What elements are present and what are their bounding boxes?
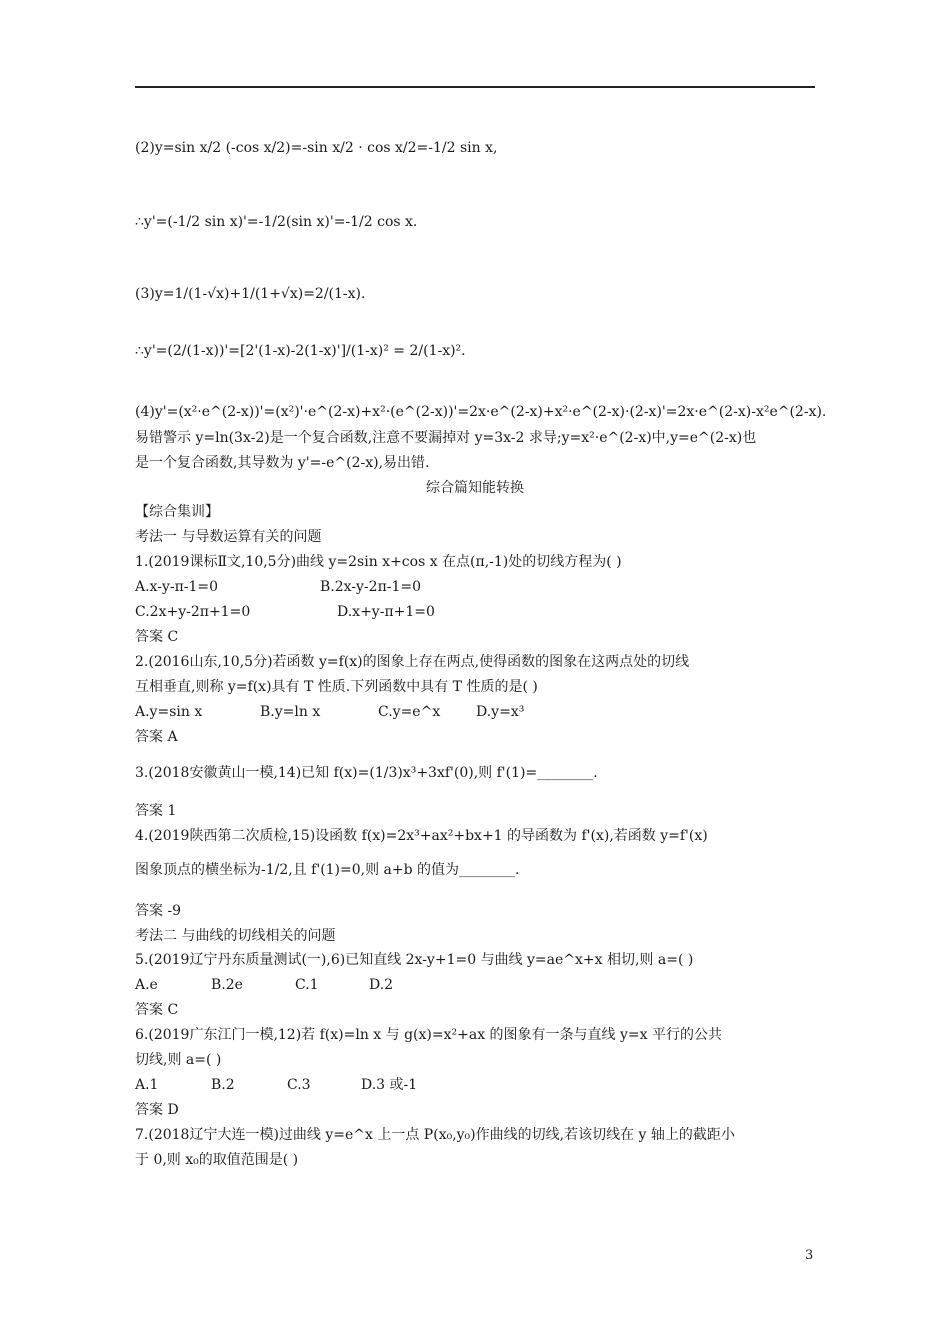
line-4: (4)y'=(x²·e^(2-x))'=(x²)'·e^(2-x)+x²·(e^(2-x))'=2x·e^(2-x)+x²·e^(2-x)·(2-x)'=2x·e^(2-x)-x²e^(2-x). [135, 404, 827, 420]
answer-4: 答案 -9 [135, 903, 182, 919]
question-6-line-1: 6.(2019广东江门一模,12)若 f(x)=ln x 与 g(x)=x²+ax 的图象有一条与直线 y=x 平行的公共 [135, 1027, 722, 1043]
answer-3: 答案 1 [135, 803, 177, 819]
option-a: A.x-y-π-1=0 [135, 579, 219, 595]
question-1-options-row-2 [135, 602, 435, 622]
warning-line-1: 易错警示 y=ln(3x-2)是一个复合函数,注意不要漏掉对 y=3x-2 求导;y=x²·e^(2-x)中,y=e^(2-x)也 [135, 430, 757, 446]
option-a: A.y=sin x [135, 704, 203, 720]
question-7-line-1: 7.(2018辽宁大连一模)过曲线 y=e^x 上一点 P(x₀,y₀)作曲线的切线,若该切线在 y 轴上的截距小 [135, 1127, 735, 1143]
question-2-line-2: 互相垂直,则称 y=f(x)具有 T 性质.下列函数中具有 T 性质的是( ) [135, 679, 538, 695]
option-a: A.1 [135, 1077, 159, 1093]
formula-2b: ∴y'=(-1/2 sin x)'=-1/2(sin x)'=-1/2 cos x. [135, 214, 418, 230]
answer-1: 答案 C [135, 629, 179, 645]
section-title: 综合篇知能转换 [426, 480, 524, 496]
question-4-line-1: 4.(2019陕西第二次质检,15)设函数 f(x)=2x³+ax²+bx+1 的导函数为 f'(x),若函数 y=f'(x) [135, 828, 708, 844]
formula-3b: ∴y'=(2/(1-x))'=[2'(1-x)-2(1-x)']/(1-x)² = 2/(1-x)². [135, 343, 466, 359]
question-5: 5.(2019辽宁丹东质量测试(一),6)已知直线 2x-y+1=0 与曲线 y=ae^x+x 相切,则 a=( ) [135, 952, 694, 968]
header-rule [135, 86, 815, 88]
answer-2: 答案 A [135, 729, 178, 745]
option-d: D.y=x³ [476, 704, 525, 720]
formula-3a: (3)y=1/(1-√x)+1/(1+√x)=2/(1-x). [135, 286, 366, 302]
question-2-options [135, 702, 524, 722]
collection-heading: 【综合集训】 [135, 504, 219, 520]
answer-6: 答案 D [135, 1102, 179, 1118]
option-b: B.2 [211, 1077, 235, 1093]
question-4-line-2: 图象顶点的横坐标为-1/2,且 f'(1)=0,则 a+b 的值为________. [135, 862, 520, 878]
option-d: D.3 或-1 [361, 1077, 418, 1093]
option-b: B.2x-y-2π-1=0 [320, 579, 422, 595]
question-1-options-row-1 [135, 577, 421, 597]
question-1: 1.(2019课标Ⅱ文,10,5分)曲线 y=2sin x+cos x 在点(π,-1)处的切线方程为( ) [135, 554, 622, 570]
answer-5: 答案 C [135, 1002, 179, 1018]
page-number: 3 [805, 1248, 814, 1263]
warning-line-2: 是一个复合函数,其导数为 y'=-e^(2-x),易出错. [135, 455, 430, 471]
question-2-line-1: 2.(2016山东,10,5分)若函数 y=f(x)的图象上存在两点,使得函数的图象在这两点处的切线 [135, 654, 690, 670]
question-6-line-2: 切线,则 a=( ) [135, 1052, 222, 1068]
option-d: D.x+y-π+1=0 [337, 604, 435, 620]
method-2-heading: 考法二 与曲线的切线相关的问题 [135, 928, 336, 944]
option-c: C.1 [295, 977, 319, 993]
question-5-options [135, 975, 393, 995]
option-b: B.y=ln x [260, 704, 321, 720]
method-1-heading: 考法一 与导数运算有关的问题 [135, 529, 322, 545]
option-c: C.3 [287, 1077, 311, 1093]
formula-2a: (2)y=sin x/2 (-cos x/2)=-sin x/2 · cos x/2=-1/2 sin x, [135, 140, 498, 156]
option-b: B.2e [211, 977, 243, 993]
option-c: C.2x+y-2π+1=0 [135, 604, 251, 620]
question-6-options [135, 1075, 417, 1095]
question-7-line-2: 于 0,则 x₀的取值范围是( ) [135, 1152, 299, 1168]
question-3: 3.(2018安徽黄山一模,14)已知 f(x)=(1/3)x³+3xf'(0),则 f'(1)=________. [135, 765, 598, 781]
option-d: D.2 [369, 977, 394, 993]
option-a: A.e [135, 977, 158, 993]
option-c: C.y=e^x [378, 704, 441, 720]
